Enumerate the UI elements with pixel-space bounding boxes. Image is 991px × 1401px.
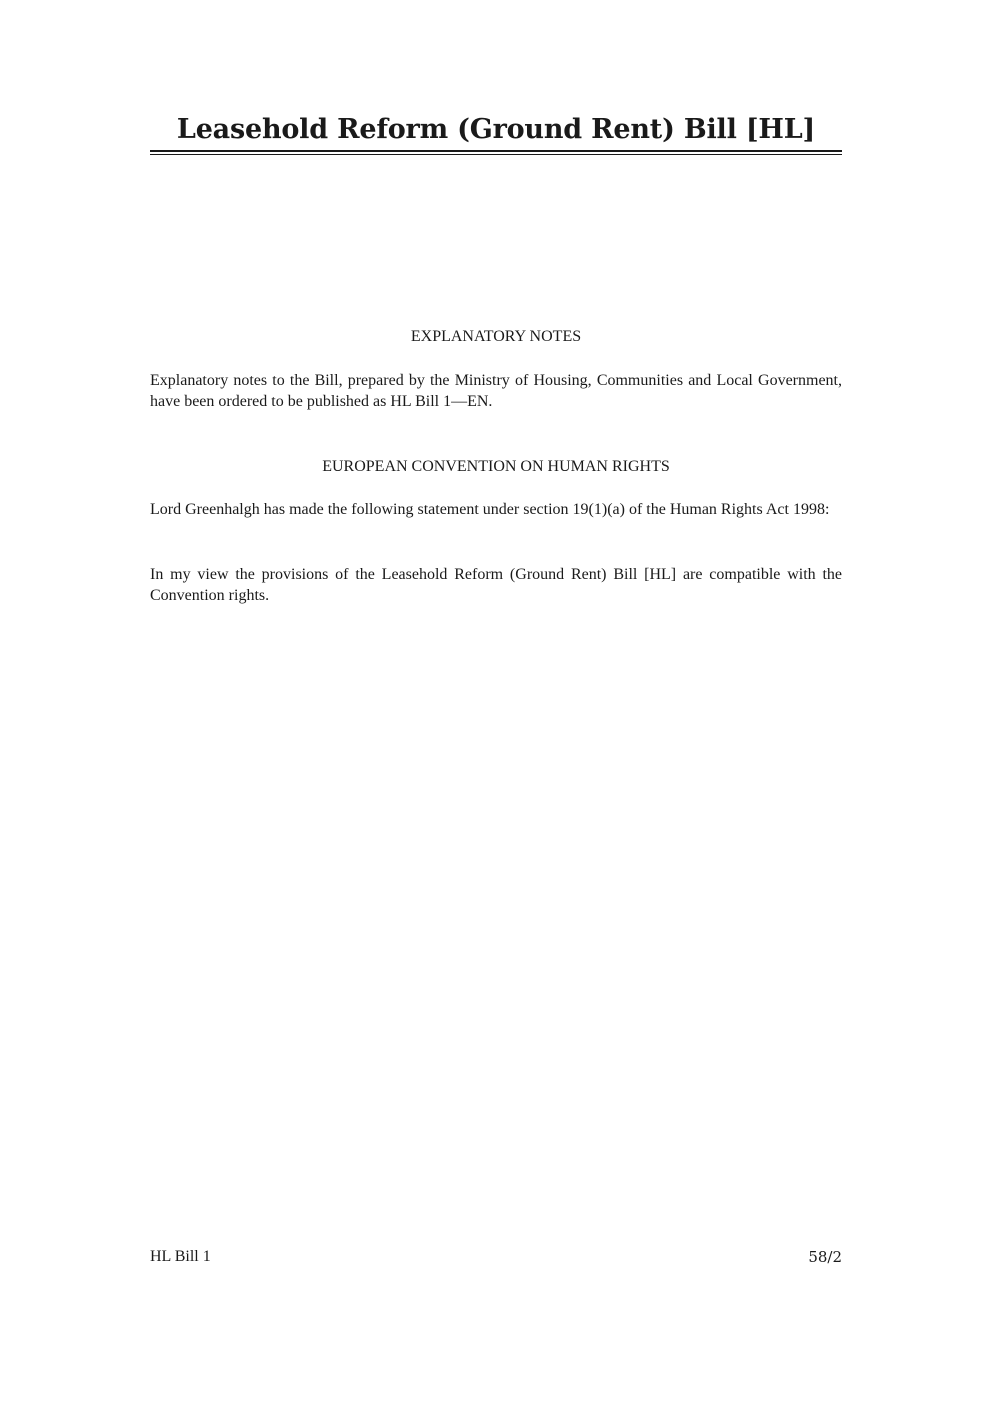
echr-statement-intro: Lord Greenhalgh has made the following statement under section 19(1)(a) of the Human Rights Act 1998: [150, 501, 830, 518]
echr-statement: In my view the provisions of the Leasehold Reform (Ground Rent) Bill [HL] are compatible with the Convention rights. [150, 566, 842, 604]
explanatory-notes-heading: EXPLANATORY NOTES [410, 328, 582, 345]
echr-heading: EUROPEAN CONVENTION ON HUMAN RIGHTS [322, 458, 670, 475]
footer-bill-number: HL Bill 1 [150, 1248, 211, 1265]
footer-print-reference: 58/2 [808, 1248, 842, 1266]
title-rule-thick [150, 150, 842, 152]
title-rule-thin [150, 154, 842, 155]
explanatory-notes-text: Explanatory notes to the Bill, prepared by the Ministry of Housing, Communities and Local Government, have been ordered to be published as HL Bill 1—EN. [150, 372, 842, 410]
bill-title: Leasehold Reform (Ground Rent) Bill [HL] [176, 114, 816, 145]
